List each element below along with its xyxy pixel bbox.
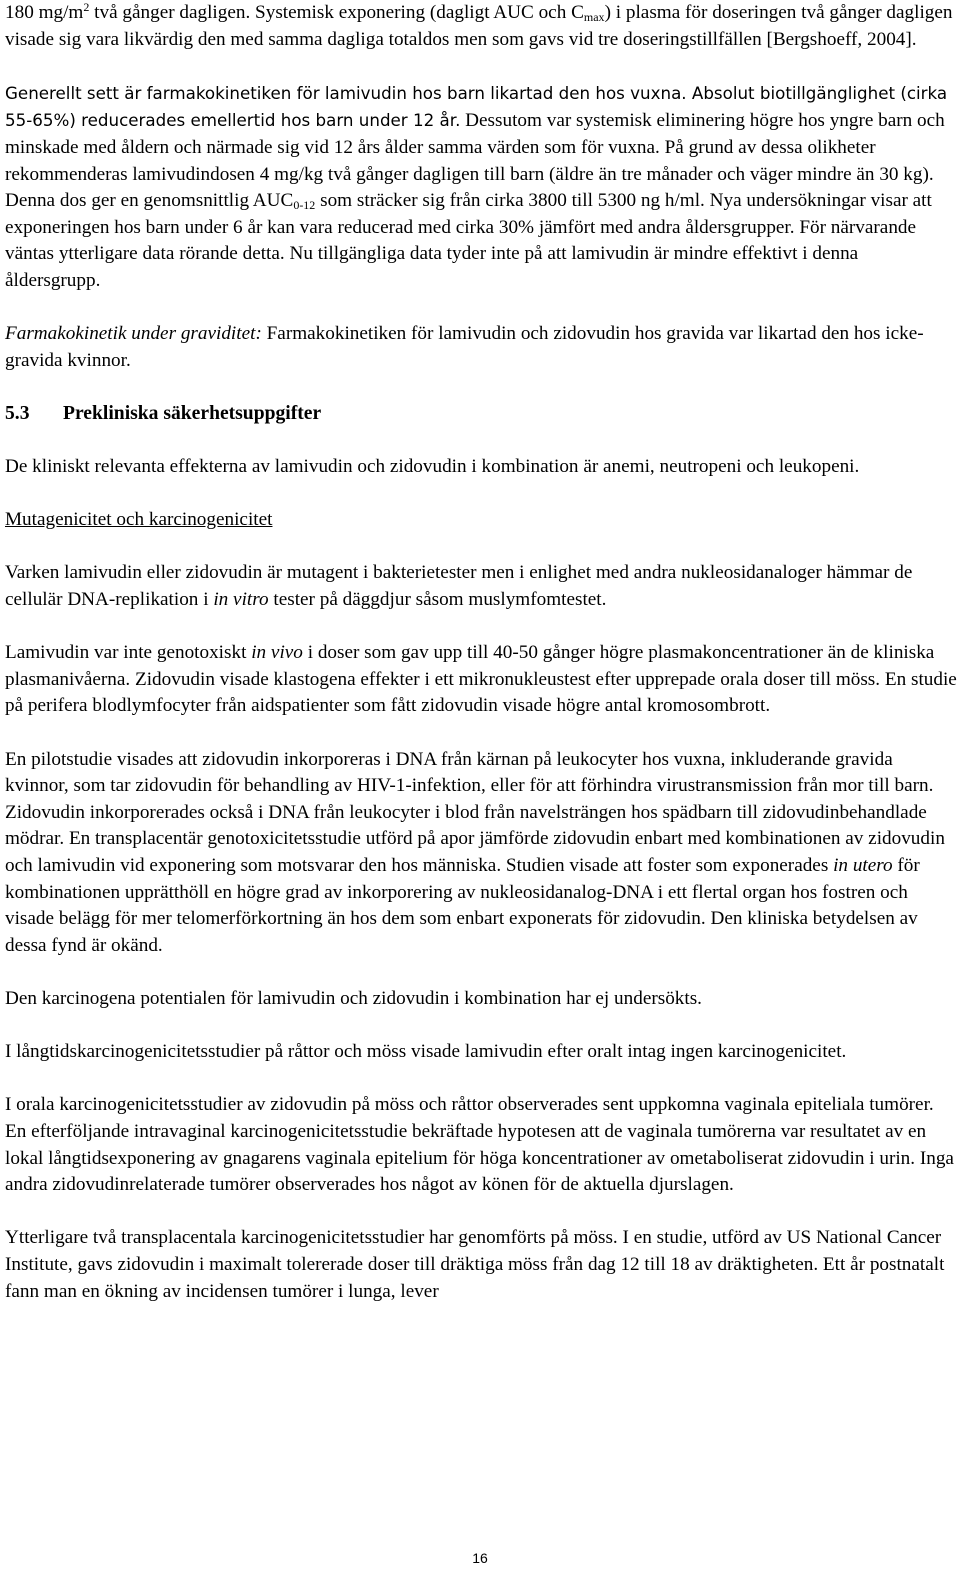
paragraph-clinical-effects: De kliniskt relevanta effekterna av lamivudin och zidovudin i kombination är anemi, neutropeni och leukopeni.	[5, 456, 860, 478]
paragraph-text: En pilotstudie visades att zidovudin inkorporeras i DNA från kärnan på leukocyter hos vuxna, inkluderande gravida kvinnor, som tar zidovudin för behandling av HIV-1-infektion, eller för att förhindra virustransmission från mor till barn. Zidovudin inkorporerades också i DNA från leukocyter i blod från navelsträngen hos spädbarn till zidovudinbehandlade mödrar. En transplacentär genotoxicitetsstudie utförd på apor jämförde zidovudin enbart med kombinationen av zidovudin och lamivudin vid exponering som motsvarar den hos människa. Studien visade att foster som exponerades	[5, 748, 945, 876]
underlined-subheading: Mutagenicitet och karcinogenicitet	[5, 509, 273, 531]
paragraph-pregnancy-pharmacokinetics	[5, 321, 957, 374]
section-title: Prekliniska säkerhetsuppgifter	[63, 402, 322, 424]
paragraph-pediatric-pharmacokinetics	[5, 80, 957, 295]
page-number: 16	[472, 1550, 488, 1566]
paragraph-pilot-study	[5, 747, 957, 960]
paragraph-carcinogenic-potential: Den karcinogena potentialen för lamivudin och zidovudin i kombination har ej undersökts.	[5, 987, 702, 1009]
paragraph-mutagenicity	[5, 560, 957, 613]
subheading-mutagenicity	[5, 507, 957, 534]
paragraph-text: ) i plasma för doseringen två gånger dagligen visade sig vara likvärdig den med samma dagliga totaldos men som gavs vid tre doseringstillfällen [Bergshoeff, 2004].	[5, 2, 953, 50]
paragraph-genotoxicity	[5, 640, 957, 720]
paragraph-oral-studies: I orala karcinogenicitetsstudier av zidovudin på möss och råttor observerades sent uppkomna vaginala epiteliala tumörer. En efterföljande intravaginal karcinogenicitetsstudie bekräftade hypotesen att de vaginala tumörerna var resultatet av en lokal långtidsexponering av gnagarens vaginala epitelium för höga koncentrationer av ometaboliserat zidovudin i urin. Inga andra zidovudinrelaterade tumörer observerades hos något av könen för de aktuella djurslagen.	[5, 1094, 954, 1196]
paragraph-text: Dessutom var systemisk eliminering högre hos yngre barn och minskade med åldern och närmade sig vid 12 års ålder samma värden som för vuxna. På grund av dessa olikheter rekommenderas lamivudindosen 4 mg/kg två gånger dagligen till barn (äldre än tre månader och väger mindre än 30 kg). Denna dos ger en genomsnittlig AUC	[5, 110, 945, 212]
italic-term: in vitro	[213, 589, 269, 611]
section-number: 5.3	[5, 402, 30, 424]
subscript: max	[583, 10, 605, 24]
document-page	[5, 0, 957, 1305]
superscript: 2	[83, 0, 90, 14]
subscript: 0-12	[293, 198, 316, 213]
paragraph-text: för kombinationen upprätthöll en högre grad av inkorporering av nukleosidanalog-DNA i ett flertal organ hos fostren och visade belägg för mer telomerförkortning än hos dem som enbart exponerats för zidovudin. Den kliniska betydelsen av dessa fynd är okänd.	[5, 855, 920, 956]
paragraph-long-term-studies: I långtidskarcinogenicitetsstudier på råttor och möss visade lamivudin efter oralt intag ingen karcinogenicitet.	[5, 1041, 847, 1063]
paragraph-text-sans: Generellt sett är farmakokinetiken för lamivudin hos barn likartad den hos vuxna. Absolut biotillgänglighet (cirka 55-65%) reducerades emellertid hos barn under 12 år.	[5, 82, 948, 131]
paragraph-text: Varken lamivudin eller zidovudin är mutagent i bakterietester men i enlighet med andra nukleosidanaloger hämmar de cellulär DNA-replikation i	[5, 562, 913, 611]
italic-term: in utero	[833, 855, 893, 876]
paragraph-text: i doser som gav upp till 40-50 gånger högre plasmakoncentrationer än de kliniska plasmanivåerna. Zidovudin visade klastogena effekter i ett mikronukleustest efter upprepade orala doser till möss. En studie på perifera blodlymfocyter från aidspatienter som fått zidovudin visade högre antal kromosombrott.	[5, 642, 957, 717]
paragraph-text: tester på däggdjur såsom muslymfomtestet.	[268, 589, 607, 611]
italic-term: in vivo	[251, 642, 303, 664]
paragraph-text: som sträcker sig från cirka 3800 till 5300 ng h/ml. Nya undersökningar visar att exponeringen hos barn under 6 år kan vara reducerad med cirka 30% jämfört med andra åldersgrupper. För närvarande väntas ytterligare data rörande detta. Nu tillgängliga data tyder inte på att lamivudin är mindre effektivt i denna åldersgrupp.	[5, 190, 932, 291]
paragraph-text: Farmakokinetiken för lamivudin och zidovudin hos gravida var likartad den hos icke-gravida kvinnor.	[5, 323, 924, 371]
italic-lead: Farmakokinetik under graviditet:	[5, 323, 262, 345]
paragraph-text: 180 mg/m	[5, 2, 84, 23]
paragraph-systemic-exposure	[5, 0, 957, 53]
paragraph-transplacental-studies: Ytterligare två transplacentala karcinogenicitetsstudier har genomförts på möss. I en studie, utförd av US National Cancer Institute, gavs zidovudin i maximalt tolererade doser till dräktiga möss från dag 12 till 18 av dräktigheten. Ett år postnatalt fann man en ökning av incidensen tumörer i lunga, lever	[5, 1227, 945, 1302]
section-heading	[5, 401, 957, 428]
paragraph-text: två gånger dagligen. Systemisk exponering (dagligt AUC och C	[89, 2, 584, 23]
paragraph-text: Lamivudin var inte genotoxiskt	[5, 642, 252, 664]
